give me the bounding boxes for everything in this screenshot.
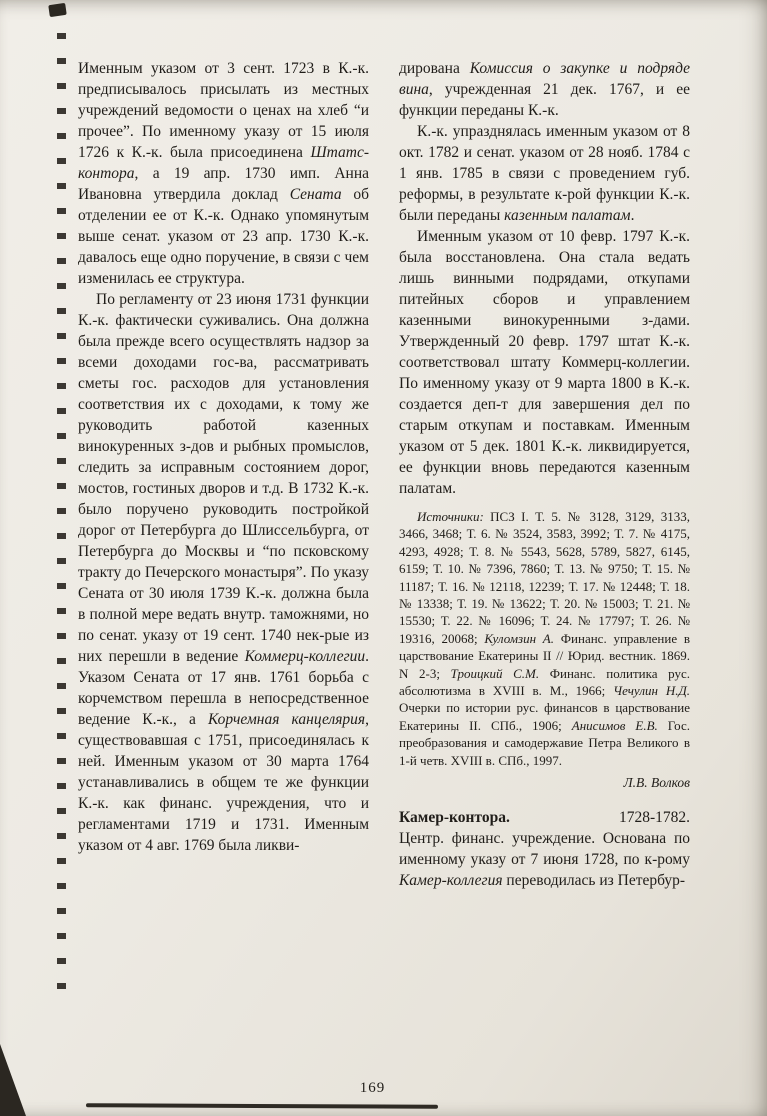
text-run: об отделении ее от К.-к. Однако упомянутым выше сенат. указом от 23 апр. 1730 К.-к. давалось еще одно поручение, в связи с чем изменилась ее структура.	[78, 186, 369, 287]
binding-marks	[57, 8, 66, 1008]
paragraph	[399, 58, 690, 121]
text-run: Куломзин А.	[484, 630, 554, 646]
text-run: Сената	[289, 186, 342, 203]
text-run: Чечулин Н.Д.	[613, 683, 690, 699]
scan-bottom-line	[86, 1103, 438, 1109]
text-run: К.-к. упразднялась именным указом от 8 окт. 1782 и сенат. указом от 28 нояб. 1784 с 1 янв. 1785 в связи с проведением губ. реформы, в результате к-рой функции К.-к. были переданы	[399, 123, 690, 224]
text-run: Анисимов Е.В.	[571, 717, 658, 733]
left-column	[78, 58, 369, 891]
text-run: , учрежденная 21 дек. 1767, и ее функции переданы К.-к.	[399, 81, 690, 119]
text-run: , существовавшая с 1751, присоединялась к ней. Именным указом от 30 марта 1764 устанавливались в общем те же функции К.-к. как финанс. учреждения, что и регламентами 1719 и 1731. Именным указом от 4 авг. 1769 была ликви-	[78, 711, 369, 854]
sources-paragraph	[399, 508, 690, 769]
text-run: . Указом Сената от 17 янв. 1761 борьба с корчемством перешла в непосредственное ведение К.-к., а	[78, 648, 369, 728]
text-run: ПСЗ I. Т. 5. № 3128, 3129, 3133, 3466, 3468; Т. 6. № 3524, 3583, 3992; Т. 7. № 4175, 4293, 4928; Т. 8. № 5543, 5628, 5789, 5827, 6145, 6159; Т. 10. № 7396, 7860; Т. 13. № 9750; Т. 15. № 11187; Т. 16. № 12118, 12239; Т. 17. № 12448; Т. 18. № 13338; Т. 19. № 13622; Т. 20. № 15003; Т. 21. № 15530; Т. 22. № 16096; Т. 24. № 17797; Т. 26. № 19316, 20068;	[399, 509, 690, 646]
text-run: Именным указом от 10 февр. 1797 К.-к. была восстановлена. Она стала ведать лишь винными подрядами, откупами питейных сборов и управлением казенными винокуренными з-дами. Утвержденный 20 февр. 1797 штат К.-к. соответствовал штату Коммерц-коллегии. По именному указу от 9 марта 1800 в К.-к. создается деп-т для завершения дел по старым откупам и поставкам. Именным указом от 5 дек. 1801 К.-к. ликвидируется, ее функции вновь передаются казенным палатам.	[399, 228, 690, 497]
text-run: , а 19 апр. 1730 имп. Анна Ивановна утвердила доклад	[78, 165, 369, 203]
text-run: Л.В. Волков	[623, 775, 690, 791]
text-run: 1728-1782.	[618, 809, 690, 827]
text-run: Камер-коллегия	[399, 872, 503, 890]
page-number: 169	[359, 1080, 386, 1096]
scan-smudge-icon	[48, 3, 67, 17]
right-column	[399, 58, 690, 891]
text-run: По регламенту от 23 июня 1731 функции К.-к. фактически суживались. Она должна была прежде всего осуществлять надзор за всеми доходами гос-ва, рассматривать сметы гос. расходов для установления соответствия их с доходами, к тому же руководить работой казенных винокуренных з-дов и рыбных промыслов, следить за исправным состоянием дорог, мостов, гостиных дворов и т.д. В 1732 К.-к. было поручено руководить постройкой дорог от Петербурга до Шлиссельбурга, от Петербурга до Москвы и “по псковскому тракту до Печерского монастыря”. По указу Сената от 30 июля 1739 К.-к. должна была в полной мере ведать внутр. таможнями, но по сенат. указу от 19 сент. 1740 нек-рые из них перешли в ведение	[78, 291, 369, 665]
text-run: Камер-контора.	[399, 809, 510, 827]
text-run: казенным палатам	[504, 207, 631, 224]
text-run: Финанс. политика рус. абсолютизма в XVIII в. М., 1966;	[399, 665, 690, 699]
text-run: Источники:	[417, 509, 484, 524]
text-area	[78, 58, 690, 891]
paragraph	[78, 289, 369, 856]
text-run: Комиссия о закупке и подряде вина	[399, 60, 691, 98]
text-run: Именным указом от 3 сент. 1723 в К.-к. предписывалось присылать из местных учреждений ведомости о ценах на хлеб “и прочее”. По именному указу от 15 июля 1726 к К.-к. была присоединена	[78, 60, 369, 161]
paragraph	[399, 828, 690, 891]
paragraph	[399, 121, 690, 226]
author-signature	[399, 774, 690, 792]
text-run: Коммерц-коллегии	[244, 648, 366, 665]
text-run: .	[630, 207, 635, 224]
entry-heading	[399, 807, 690, 828]
text-run: Гос. преобразования и самодержавие Петра Великого в 1-й четв. XVIII в. СПб., 1997.	[399, 717, 690, 768]
text-run: Корчемная канцелярия	[207, 711, 366, 728]
text-run: Очерки по истории рус. финансов в царствование Екатерины II. СПб., 1906;	[399, 700, 690, 733]
paragraph	[399, 226, 690, 499]
text-run: Штатс-контора	[78, 144, 369, 182]
text-run: переводилась из Петербур-	[502, 872, 686, 890]
text-run: дирована	[399, 60, 470, 77]
text-run: Центр. финанс. учреждение. Основана по именному указу от 7 июня 1728, по к-рому	[399, 830, 690, 869]
text-run: Троицкий С.М.	[450, 665, 540, 681]
text-run: Финанс. управление в царствование Екатерины II // Юрид. вестник. 1869. N 2-3;	[399, 630, 690, 681]
paragraph	[78, 58, 369, 289]
